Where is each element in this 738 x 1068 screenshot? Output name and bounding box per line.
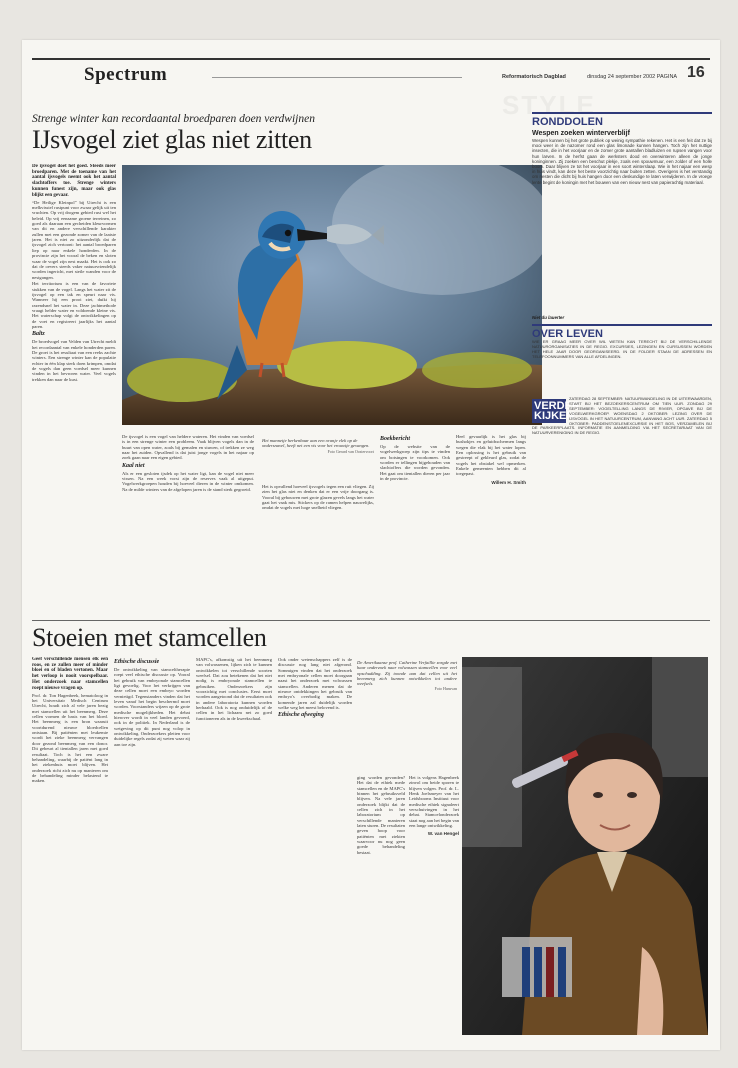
- article2-column-6: [409, 775, 459, 1040]
- article2-subhead: Ethische afweging: [278, 712, 324, 719]
- article2-column-4: [278, 657, 352, 1042]
- article1-paragraph: De broedvogel van Velden van Utrecht meldt het recordaantal van enkele honderden paren. De groei is het resultaat van een reeks zachte winters. Een strenge winter kan de populatie echter in één klap sterk doen krimpen, omdat de vogels dan geen voedsel meer kunnen vinden in het bevroren water. Veel vogels trekken dan naar de kust.: [32, 339, 116, 382]
- paper-name: Reformatorisch Dagblad: [502, 74, 566, 80]
- article1-column-last: [456, 434, 526, 616]
- article1-subhead: Boekbericht: [380, 436, 410, 442]
- kingfisher-image: [122, 165, 542, 425]
- article1-paragraph: Het territorium is een van de favoriete stukken van de vogel. Langs het water zit de ijsvogel op een tak en speurt naar vis. Wanneer hij een prooi ziet, duikt hij razendsnel het water in. Deze jachtmethode vraagt helder water en voldoende kleine vis. Het waterschap volgt de ontwikkelingen op de voet en registreert jaarlijks het aantal paren.: [32, 281, 116, 330]
- newspaper-page: [22, 40, 720, 1050]
- article1-paragraph: “De Heilige Kleinpol” bij Utrecht is een melkvisstel rustpunt voor zwaar gelijk uit ten vruchten. Op vrij drogem gebied rust wel het beleid. Op vrij eenzame groene terreinen, zo goed als daaraan een gecheiden kleurvormen van dit en andere verschillende karakter zullen met een gezonde zomer van de laatste jaren. Het is niet zo uitzonderlijk dat de ijsvogel zich vertoont: het aantal broedparen liep op naar enkele honderden. In de provincie zijn het vooral de beken en sloten waar de vogel zijn nest maakt. Het is ook zo dat de oevers steeds vaker natuurvriendelijk worden ingericht, met steile wanden voor de nestgangen.: [32, 199, 116, 280]
- photo-caption: [262, 438, 374, 480]
- sidebar-title-overleven: OVER LEVEN: [532, 324, 712, 340]
- page-number: 16: [687, 64, 705, 81]
- section-title: Spectrum: [84, 64, 168, 85]
- sidebar: [532, 112, 712, 542]
- article2-paragraph: Prof. dr. Ton Hagenbeek, hematoloog in het Universitair Medisch Centrum Utrecht, houdt zich al vele jaren bezig met stamcellen uit het beenmerg. Deze cellen vormen de basis van het bloed. Het beenmerg is een bron waaruit voortdurend nieuwe bloedcellen ontstaan. Bij patiënten met leukemie wordt het zieke beenmerg vervangen door gezond beenmerg van een donor. Dit gebeurt al tientallen jaren met goed resultaat. Toch is het een zware behandeling, waarbij de patiënt lang in het ziekenhuis moet blijven. Het onderzoek richt zich nu op manieren om de behandeling minder belastend te maken.: [32, 692, 108, 784]
- sidebar-body: Wespen kunnen bij het grote publiek op weinig sympathie rekenen. Het is een feit dat ze bij mooi weer in de nazomer rond een glas limonade kunnen hangen. Toch zijn het nuttige insecten, die in het voorjaar en de zomer grote aantallen bladluizen en rupsen vangen voor hun larven. In de herfst gaan de werksters dood en overwinteren alleen de jonge koninginnen. Zij zoeken een beschut plekje, zoals een spouwmuur, een zolder of een holle boom. Daar blijven ze tot het voorjaar in een soort winterslaap. Wie in het najaar een wesp in huis vindt, kan deze het beste voorzichtig naar buiten zetten. Overigens is het verstandig om nesten die dicht bij huis hangen door een deskundige te laten verwijderen. In de vroege lente begint de koningin met het bouwen van een nieuw nest van papierachtig materiaal.: [532, 138, 712, 185]
- article2-paragraph: Het is volgens Hagenbeek zinvol om beide sporen te blijven volgen. Prof. dr. L. Henk Joelsmeyer van het Leidsbooms Instituut voor medische ethiek signaleert verschuivingen in het debat. Stamcelonderzoek staat nog aan het begin van een lange ontwikkeling.: [409, 775, 459, 829]
- scientist-photo: [462, 657, 708, 1035]
- article2-column-5: [357, 775, 405, 1040]
- article2-column-3: [196, 657, 272, 1042]
- article2-column-2: [114, 657, 190, 1042]
- article2-column-1: [32, 657, 108, 1042]
- article1-column-mid2: [262, 484, 374, 616]
- article1-column-left: [32, 164, 116, 616]
- ghost-heading: STYLE: [502, 90, 596, 120]
- article1-subhead: Kaal niet: [122, 462, 145, 469]
- sidebar-signature: Niet du lauerter: [532, 315, 565, 320]
- section-rule: [212, 77, 462, 78]
- scientist-image: [462, 657, 708, 1035]
- sidebar-subtitle: Wespen zoeken winterverblijf: [532, 130, 630, 137]
- article2-quote: [357, 660, 457, 692]
- article2-paragraph: MAPC's, afkomstig uit het beenmerg van volwassenen, lijken zich te kunnen ontwikkelen tot verschillende soorten weefsel. Dat zou betekenen dat het niet nodig is embryonale stamcellen te gebruiken. Onderzoekers zijn voorzichtig met conclusies. Eerst moet worden aangetoond dat de resultaten ook in andere laboratoria kunnen worden herhaald. Ook is nog onduidelijk of de cellen in het lichaam net zo goed functioneren als in de kweekschaal.: [196, 657, 272, 721]
- article2-subhead: Ethische discussie: [114, 659, 160, 665]
- article-kicker: Strenge winter kan recordaantal broedparen doen verdwijnen: [32, 113, 315, 125]
- article1-lead: De ijsvogel doet het goed. Steeds meer broedparen. Met de toename van het aantal ijsvogels neemt ook het aantal slachtoffers toe. Strenge winters kunnen funest zijn, maar ook glas blijkt een gevaar.: [32, 164, 116, 198]
- verder-kijken-label: VERDER KIJKEN: [534, 400, 580, 422]
- article1-column-right: [380, 434, 450, 616]
- article2-paragraph: ging worden gevonden? Het dat de ethiek mede stamcellen en de MAPC's binnen het gebruiksveld blijven. Na vele jaren onderzoek blijkt dat de cellen zich in het laboratorium op verschillende manieren laten sturen. De resultaten geven hoop voor patiënten met ziekten waarvoor nu nog geen goede behandeling bestaat.: [357, 775, 405, 855]
- article1-paragraph: Als er een gesloten ijsdek op het water ligt, kan de vogel niet meer vissen. Na een week vorst zijn de reserves vaak al uitgeput. Vogelwerkgroepen houden bij hoeveel dieren in de winter omkomen. Na de milde winters van de afgelopen jaren is de stand sterk gegroeid.: [122, 470, 254, 492]
- kingfisher-photo: [122, 165, 542, 425]
- quote-text: De Amerikaanse prof. Catherine Verfaillie zorgde met haar onderzoek naar volwassen stamcellen voor veel opschudding. Zij toonde aan dat cellen uit het beenmerg zich kunnen ontwikkelen tot andere weefsels.: [357, 660, 457, 687]
- quote-credit: Foto Hansvan: [434, 686, 457, 692]
- article1-subhead: Baltz: [32, 331, 45, 338]
- verder-kijken-body: ZATERDAG 28 SEPTEMBER: NATUURWANDELING IN DE UITERWAARDEN, START BIJ HET BEZOEKERSCENTRUM OM TIEN UUR. ZONDAG 29 SEPTEMBER: VOGELTELLING LANGS DE RIVIER, OPGAVE BIJ DE VOGELWERKGROEP. WOENSDAG 2 OKTOBER: LEZING OVER DE IJSVOGEL IN HET NATUURCENTRUM, AANVANG ACHT UUR. ZATERDAG 5 OKTOBER: PADDENSTOELENEXCURSIE IN HET BOS, VERZAMELEN BIJ DE PARKEERPLAATS. INFORMATIE EN AANMELDING VIA HET SECRETARIAAT VAN DE NATUURVERENIGING IN DE REGIO.: [532, 397, 712, 436]
- article-divider: [32, 620, 710, 621]
- caption-text: Het mannetje herkenbaar aan een oranje vlek op de ondersnavel, heeft net een vis voor het vrouwtje gevangen.: [262, 438, 370, 449]
- overleven-body: WIE ER GRAAG MEER OVER WIL WETEN KAN TERECHT BIJ DE VERSCHILLENDE NATUURORGANISATIES IN DE REGIO. EXCURSIES, LEZINGEN EN CURSUSSEN WORDEN HET HELE JAAR DOOR GEORGANISEERD. IN DE FOLDER STAAN DE ADRESSEN EN TELEFOONNUMMERS VAN ALLE AFDELINGEN.: [532, 340, 712, 359]
- article1-column-mid: [122, 434, 254, 616]
- article2-paragraph: De ontwikkeling van stamceltherapie roept veel ethische discussie op. Vooral het gebruik van embryonale stamcellen ligt gevoelig. Voor het verkrijgen van deze cellen moet een embryo worden vernietigd. Tegenstanders vinden dat het leven vanaf het begin beschermd moet worden. Voorstanders wijzen op de grote medische mogelijkheden. Het debat hierover wordt in veel landen gevoerd, ook in de politiek. In Nederland is de wetgeving op dit punt nog volop in ontwikkeling. Onderzoekers pleiten voor duidelijke regels zodat zij weten waar zij aan toe zijn.: [114, 666, 190, 747]
- article1-paragraph: Het is opvallend hoeveel ijsvogels tegen een ruit vliegen. Zij zien het glas niet en denken dat er een vrije doorgang is. Vooral bij gebouwen met grote glazen gevels langs het water gaat het vaak mis. Stickers op de ramen helpen nauwelijks, omdat de vogels met hoge snelheid vliegen.: [262, 484, 374, 511]
- article-headline: IJsvogel ziet glas niet zitten: [32, 125, 312, 154]
- paper-date: dinsdag 24 september 2002 PAGINA: [587, 74, 678, 80]
- article1-signature: Willem H. Smith: [491, 479, 526, 485]
- article2-lead: Geef verschillende mensen elk een roos, en ze zullen meer of minder bloei en of bladen vertonen. Maar het verloop is nooit voorspelbaar. Het onderzoek naar stamcellen roept nieuwe vragen op.: [32, 657, 108, 691]
- article1-paragraph: Op de website van de vogelwerkgroep zijn tips te vinden om botsingen te voorkomen. Ook worden er tellingen bijgehouden van slachtoffers die worden gevonden. Het gaat om tientallen dieren per jaar in de provincie.: [380, 443, 450, 481]
- article1-paragraph: De ijsvogel is een vogel van heldere wateren. Het vinden van voedsel is in een strenge winter een probleem. Vaak blijven vogels dan in de buurt van open water, zoals bij gemalen en stuwen, of trekken ze weg naar het zuiden. Opvallend is dat juist jonge vogels in het najaar op zoek gaan naar een eigen gebied.: [122, 434, 254, 461]
- sidebar-title-ronddolen: RONDDOLEN: [532, 112, 712, 128]
- article2-signature: W. van Hengel: [427, 831, 459, 837]
- article1-paragraph: Heel gevaarlijk is het glas bij bushokjes en geluidsschermen langs wegen die vlak bij het water lopen. Een oplossing is het gebruik van gestreept of gekleurd glas, zodat de vogels het obstakel wel opmerken. Enkele gemeenten hebben dit al toegepast.: [456, 434, 526, 477]
- caption-credit: Foto Gerard van Oostervoort: [327, 448, 374, 454]
- article2-headline: Stoeien met stamcellen: [32, 623, 267, 652]
- verder-kijken-block: [532, 397, 712, 542]
- article2-paragraph: Ook onder wetenschappers zelf is de discussie nog lang niet afgerond. Sommigen vinden dat het onderzoek met embryonale cellen moet doorgaan naast het onderzoek met volwassen stamcellen. Anderen menen dat de nieuwe ontdekkingen het gebruik van embryo's overbodig maken. De komende jaren zal duidelijk worden welke weg het meest belovend is.: [278, 657, 352, 711]
